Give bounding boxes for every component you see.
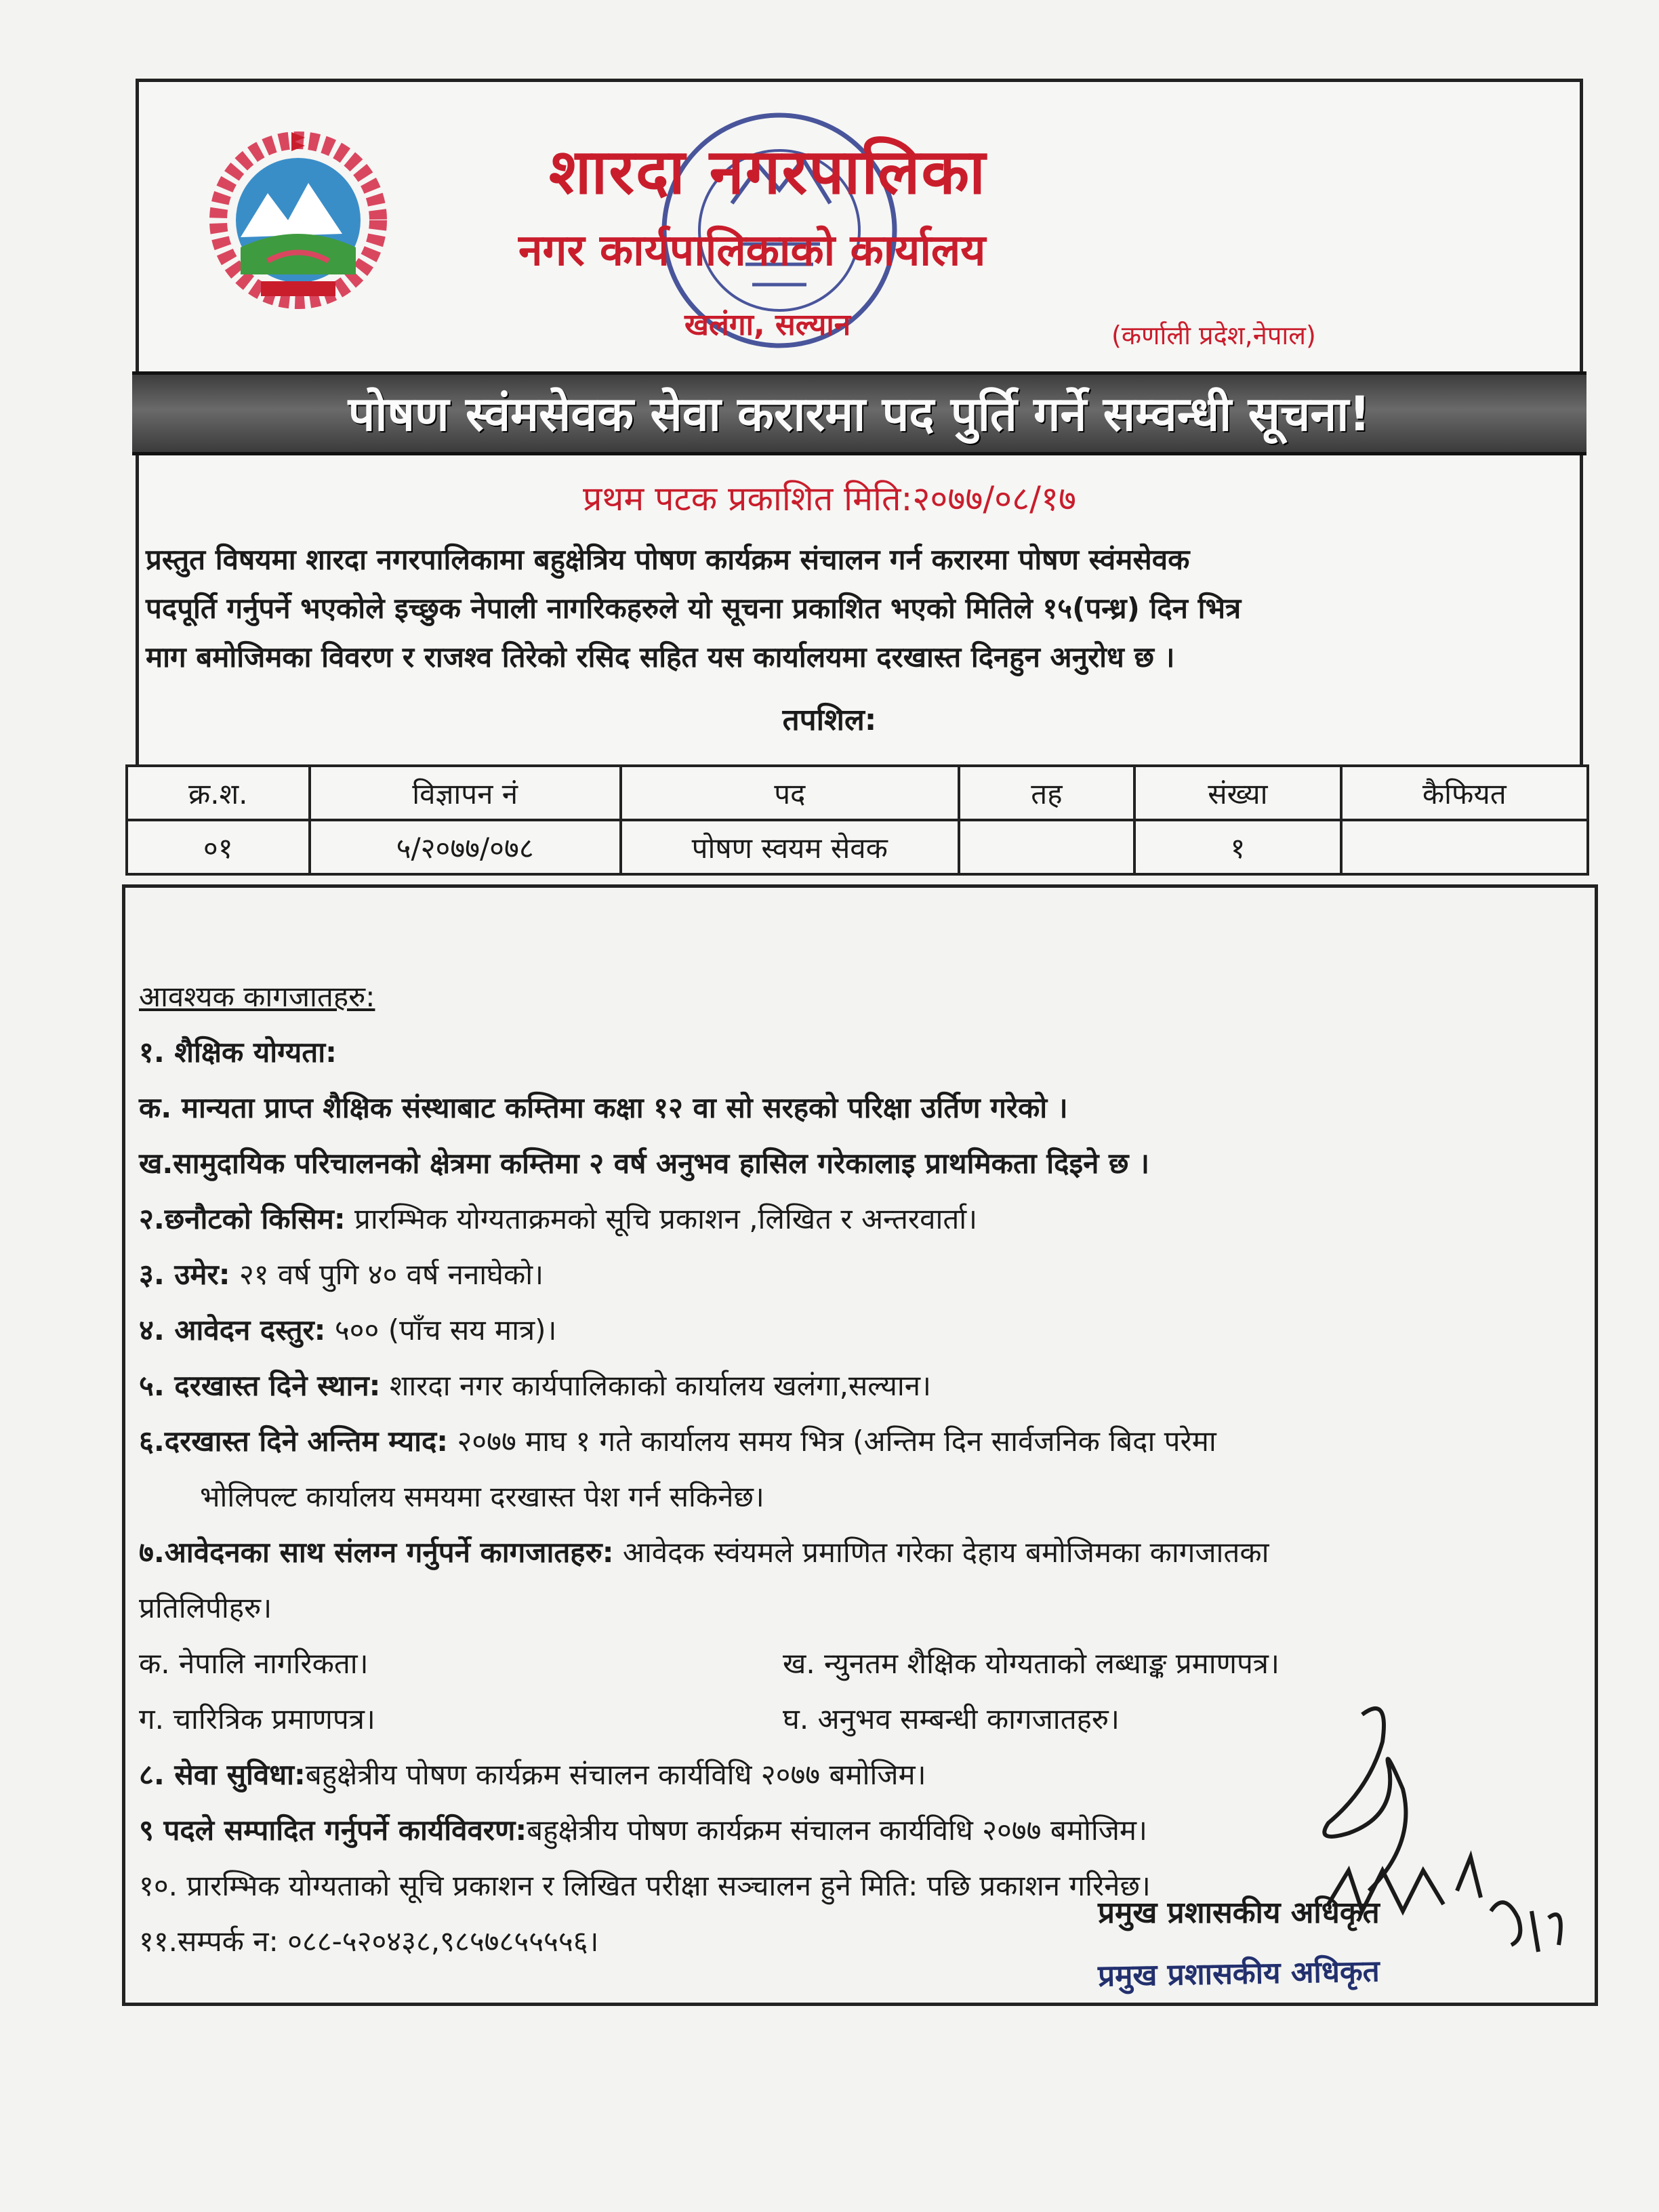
header-serial: क्र.श.	[127, 766, 310, 820]
table-header-row	[127, 766, 1588, 820]
header-remarks: कैफियत	[1341, 766, 1588, 820]
details-heading: तपशिल:	[782, 703, 877, 737]
contact-number: ११.सम्पर्क न: ०८८-५२०४३८,९८५७८५५५५६।	[139, 1925, 599, 1958]
intro-line: पदपूर्ति गर्नुपर्ने भएकोले इच्छुक नेपाली नागरिकहरुले यो सूचना प्रकाशित भएको मितिले १५(पन्ध्र) दिन भित्र	[146, 592, 1242, 625]
office-name: नगर कार्यपालिकाको कार्यालय	[518, 226, 986, 276]
education-item-a: क. मान्यता प्राप्त शैक्षिक संस्थाबाट कम्तिमा कक्षा १२ वा सो सरहको परिक्षा उर्तिण गरेको ।	[139, 1091, 1068, 1124]
education-label: १. शैक्षिक योग्यता:	[139, 1036, 337, 1069]
benefit-label: ८. सेवा सुविधा:	[139, 1758, 306, 1791]
first-published-date: प्रथम पटक प्रकाशित मिति:२०७७/०८/१७	[582, 479, 1077, 518]
deadline-continued: भोलिपल्ट कार्यालय समयमा दरखास्त पेश गर्न सकिनेछ।	[200, 1480, 764, 1513]
document-item-c: ग. चारित्रिक प्रमाणपत्र।	[139, 1702, 375, 1736]
benefit-value: बहुक्षेत्रीय पोषण कार्यक्रम संचालन कार्यविधि २०७७ बमोजिम।	[305, 1758, 926, 1791]
document-item-a: क. नेपालि नागरिकता।	[139, 1647, 369, 1680]
cell-remarks	[1341, 820, 1588, 874]
nepal-emblem-icon	[200, 119, 396, 315]
documents-label: ७.आवेदनका साथ संलग्न गर्नुपर्ने कागजातहरु:	[139, 1536, 614, 1569]
item-ten: १०. प्रारम्भिक योग्यताको सूचि प्रकाशन र लिखित परीक्षा सञ्चालन हुने मिति: पछि प्रकाशन गरिनेछ।	[139, 1869, 1151, 1902]
place-value: शारदा नगर कार्यपालिकाको कार्यालय खलंगा,सल्यान।	[380, 1369, 931, 1402]
province-label: (कर्णाली प्रदेश,नेपाल)	[1111, 321, 1316, 350]
documents-value: आवेदक स्वंयमले प्रमाणित गरेका देहाय बमोजिमका कागजातका	[613, 1536, 1269, 1569]
cell-count: १	[1134, 820, 1340, 874]
education-item-b: ख.सामुदायिक परिचालनको क्षेत्रमा कम्तिमा २ वर्ष अनुभव हासिल गरेकालाइ प्राथमिकता दिइने छ ।	[139, 1147, 1149, 1180]
notice-title-banner	[132, 371, 1586, 455]
vacancy-table	[125, 764, 1589, 876]
header-level: तह	[959, 766, 1134, 820]
intro-paragraph	[146, 535, 1569, 682]
age-label: ३. उमेर:	[139, 1258, 230, 1291]
place-label: ५. दरखास्त दिने स्थान:	[139, 1369, 381, 1402]
selection-value: प्रारम्भिक योग्यताक्रमको सूचि प्रकाशन ,लिखित र अन्तरवार्ता।	[345, 1202, 978, 1235]
documents-continued: प्रतिलिपीहरु।	[139, 1591, 272, 1624]
documents-row-1	[139, 1636, 1562, 1692]
cell-advert-no: ५/२०७७/०७८	[310, 820, 621, 874]
fee-value: ५०० (पाँच सय मात्र)।	[325, 1313, 557, 1347]
document-item-d: घ. अनुभव सम्बन्धी कागजातहरु।	[783, 1702, 1120, 1736]
cell-level	[959, 820, 1134, 874]
header-count: संख्या	[1134, 766, 1340, 820]
officer-title: प्रमुख प्रशासकीय अधिकृत	[1098, 1896, 1380, 1930]
municipality-name: शारदा नगरपालिका	[549, 136, 987, 208]
header-post: पद	[621, 766, 959, 820]
duty-label: ९ पदले सम्पादित गर्नुपर्ने कार्यविवरण:	[139, 1814, 527, 1847]
intro-line: प्रस्तुत विषयमा शारदा नगरपालिकामा बहुक्षेत्रिय पोषण कार्यक्रम संचालन गर्न करारमा पोषण स्वंमसेवक	[146, 543, 1190, 576]
intro-line: माग बमोजिमका विवरण र राजश्व तिरेको रसिद सहित यस कार्यालयमा दरखास्त दिनहुन अनुरोध छ ।	[146, 640, 1175, 674]
header-advert-no: विज्ञापन नं	[310, 766, 621, 820]
document-item-b: ख. न्युनतम शैक्षिक योग्यताको लब्धाङ्क प्रमाणपत्र।	[783, 1647, 1279, 1680]
office-location: खलंगा, सल्यान	[684, 308, 851, 342]
cell-serial: ०१	[127, 820, 310, 874]
selection-label: २.छनौटको किसिम:	[139, 1202, 346, 1235]
deadline-value: २०७७ माघ १ गते कार्यालय समय भित्र (अन्तिम दिन सार्वजनिक बिदा परेमा	[448, 1425, 1216, 1458]
age-value: २१ वर्ष पुगि ४० वर्ष ननाघेको।	[230, 1258, 544, 1291]
deadline-label: ६.दरखास्त दिने अन्तिम म्याद:	[139, 1425, 449, 1458]
table-row	[127, 820, 1588, 874]
fee-label: ४. आवेदन दस्तुर:	[139, 1313, 326, 1347]
requirements-heading: आवश्यक कागजातहरु:	[139, 980, 375, 1013]
officer-stamp: प्रमुख प्रशासकीय अधिकृत	[1097, 1954, 1380, 1994]
notice-title: पोषण स्वंमसेवक सेवा करारमा पद पुर्ति गर्ने सम्वन्धी सूचना!	[348, 386, 1371, 442]
duty-value: बहुक्षेत्रीय पोषण कार्यक्रम संचालन कार्यविधि २०७७ बमोजिम।	[527, 1814, 1147, 1847]
cell-post: पोषण स्वयम सेवक	[621, 820, 959, 874]
